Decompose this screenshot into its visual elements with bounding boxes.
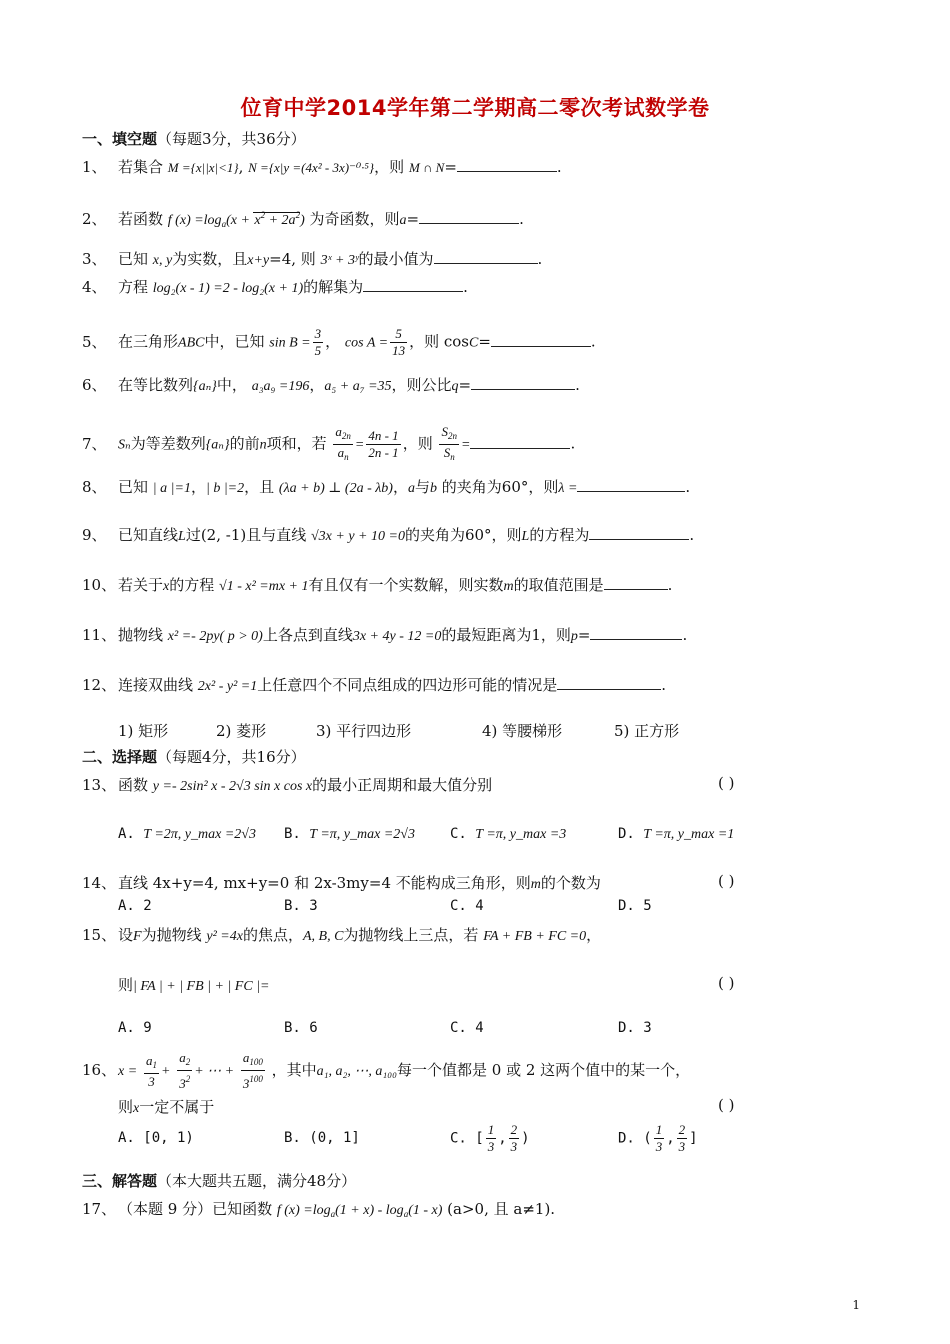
answer-paren-13: ( ): [718, 774, 735, 792]
q12-choice-4: 4) 等腰梯形: [482, 722, 563, 740]
question-12: 12、 连接双曲线 2x² - y² =1上任意四个不同点组成的四边形可能的情况是 .: [82, 676, 667, 694]
q12-choice-3: 3) 平行四边形: [316, 722, 412, 740]
q16-option-c: C. [ $\frac{1}{3}$ , $\frac{2}{3}$ ): [450, 1122, 530, 1154]
question-8: 8、 已知 | a |=1，| b |=2，且 (λa + b) ⊥ (2a - λb)，a与b 的夹角为60°，则λ = .: [82, 478, 691, 496]
section-3-header: 三、解答题（本大题共五题，满分48分）: [82, 1172, 357, 1190]
question-13: 13、 函数 y =- 2sin² x - 2√3 sin x cos x的最小正周期和最大值分别: [82, 776, 493, 794]
answer-paren-15: ( ): [718, 974, 735, 992]
q16-option-d: D. ( $\frac{1}{3}$ , $\frac{2}{3}$ ]: [618, 1122, 698, 1154]
question-15-line-2: 则| FA | + | FB | + | FC |=: [118, 976, 270, 994]
q16-option-a: A. [0, 1): [118, 1130, 194, 1146]
q13-option-b: B. T =π, y_max =2√3: [284, 826, 415, 842]
question-6: 6、 在等比数列{aₙ}中， a₃a₉ =196，a₅ + a₇ =35，则公比q= .: [82, 376, 580, 394]
question-16-line-2: 则x一定不属于: [118, 1098, 215, 1116]
q15-option-a: A. 9: [118, 1020, 152, 1036]
question-10: 10、 若关于x的方程 √1 - x² =mx + 1有且仅有一个实数解，则实数m的取值范围是 .: [82, 576, 673, 594]
question-16: 16、 x = $\frac{a_1}{3}$ + $\frac{a_2}{3^2}$ + ⋯ + $\frac{a_{100}}{3^{100}}$ ，其中a₁, a₂, ⋯, a₁₀₀每一个值都是 0 或 2 这两个值中的某一个，: [82, 1050, 691, 1091]
question-5: 5、 在三角形ABC中，已知 sin B = $\frac{3}{5}$ ， cos A = $\frac{5}{13}$ ，则 cosC= .: [82, 326, 596, 358]
q13-option-c: C. T =π, y_max =3: [450, 826, 567, 842]
q15-option-c: C. 4: [450, 1020, 484, 1036]
question-1: 1、 若集合 M ={x||x|<1}, N ={x|y =(4x² - 3x)⁻⁰·⁵}，则 M ∩ N= .: [82, 158, 562, 176]
question-7: 7、 Sₙ为等差数列{aₙ}的前n项和，若 $\frac{a_{2n}}{a_n}$ = $\frac{4n - 1}{2n - 1}$ ，则 $\frac{S_{2n}}{S_n}$ = .: [82, 424, 576, 462]
q12-choice-5: 5) 正方形: [614, 722, 680, 740]
q13-option-a: A. T =2π, y_max =2√3: [118, 826, 256, 842]
question-17: 17、 （本题 9 分）已知函数 f $(x) =\log_a(1 + x) - \log_a(1 - x)$ (a>0, 且 a≠1).: [82, 1200, 556, 1219]
section-2-header: 二、选择题（每题4分，共16分）: [82, 748, 306, 766]
question-4: 4、 方程 log₂(x - 1) =2 - log₂(x + 1)的解集为 .: [82, 278, 468, 296]
question-9: 9、 已知直线L过(2, -1)且与直线 √3x + y + 10 =0的夹角为60°，则L的方程为 .: [82, 526, 695, 544]
q12-choice-1: 1) 矩形: [118, 722, 169, 740]
q16-option-b: B. (0, 1]: [284, 1130, 360, 1146]
q14-option-d: D. 5: [618, 898, 652, 914]
q14-option-a: A. 2: [118, 898, 152, 914]
question-3: 3、 已知 x, y为实数，且x+y=4, 则 3ˣ + 3ʸ的最小值为 .: [82, 250, 543, 268]
page-title: 位育中学2014学年第二学期高二零次考试数学卷: [240, 96, 710, 120]
q12-choice-2: 2) 菱形: [216, 722, 267, 740]
question-15: 15、 设F为抛物线 y² =4x的焦点，A, B, C为抛物线上三点，若 FA + FB + FC =0，: [82, 926, 602, 944]
q15-option-b: B. 6: [284, 1020, 318, 1036]
question-2: 2、 若函数 f $(x) =\log_a(x + x^2 + 2a^2)$ 为奇函数，则a= .: [82, 210, 524, 229]
section-1-header: 一、填空题（每题3分，共36分）: [82, 130, 306, 148]
question-11: 11、 抛物线 x² =- 2py( p > 0)上各点到直线3x + 4y - 12 =0的最短距离为1，则p= .: [82, 626, 688, 644]
answer-paren-14: ( ): [718, 872, 735, 890]
q14-option-c: C. 4: [450, 898, 484, 914]
q13-option-d: D. T =π, y_max =1: [618, 826, 735, 842]
q14-option-b: B. 3: [284, 898, 318, 914]
q15-option-d: D. 3: [618, 1020, 652, 1036]
question-14: 14、 直线 4x+y=4, mx+y=0 和 2x-3my=4 不能构成三角形，则m的个数为: [82, 874, 601, 892]
answer-paren-16: ( ): [718, 1096, 735, 1114]
page-number: 1: [852, 1298, 860, 1312]
